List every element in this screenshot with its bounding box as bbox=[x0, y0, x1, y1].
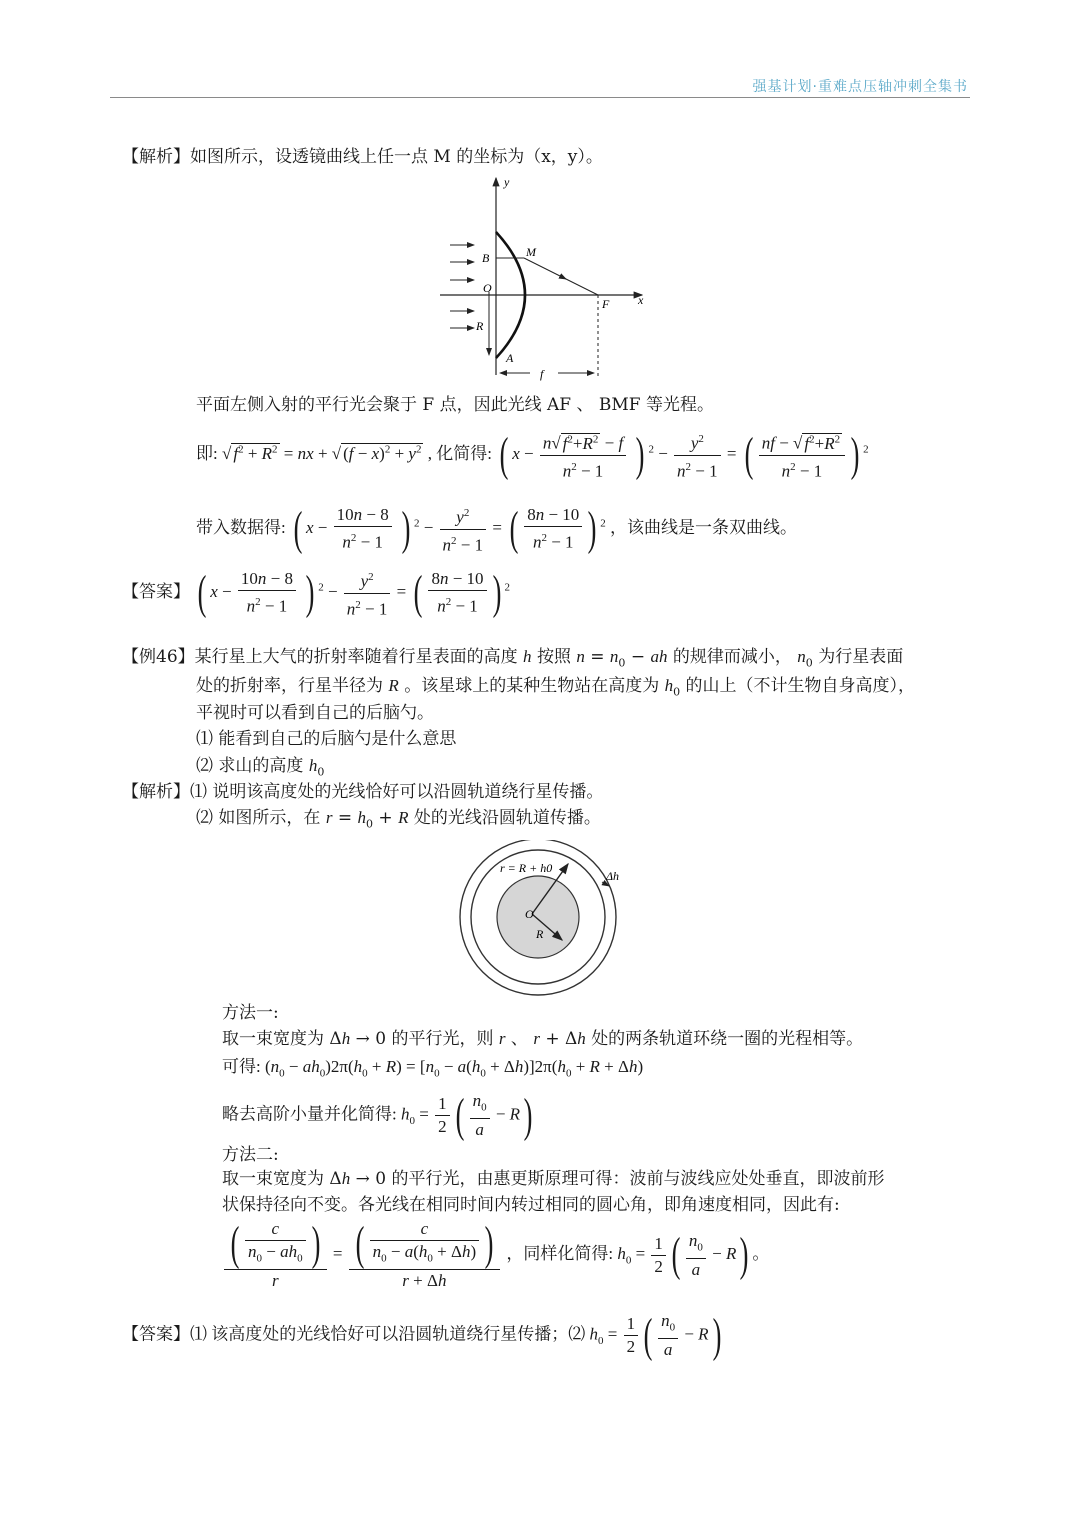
method2-line1: 取一束宽度为 Δh → 0 的平行光，由惠更斯原理可得：波前与波线应处处垂直，即波前形 bbox=[222, 1169, 885, 1189]
fig1-label-x: x bbox=[638, 293, 644, 307]
header-title: 强基计划·重难点压轴冲刺全集书 bbox=[752, 79, 968, 95]
fig1-label-f-point: F bbox=[602, 297, 610, 311]
example-line3: 平视时可以看到自己的后脑勺。 bbox=[196, 703, 434, 723]
answer2: 【答案】⑴ 该高度处的光线恰好可以沿圆轨道绕行星传播；⑵ $h_0$ = $\frac{1}{2}$ ( $\frac{n_0}{a}$ − R) bbox=[122, 1308, 721, 1362]
fig1-label-r: R bbox=[476, 319, 484, 333]
method2-title: 方法二: bbox=[222, 1145, 279, 1165]
lens-diagram bbox=[430, 170, 660, 385]
method2-equation: ( $\frac{c}{n_0 - ah_0}$ ) r = ( $\frac{c}{n_0 - a(h_0 + \Delta h)}$ ) r + Δh ，同样化简得: $h_0$ = $\frac{1}{2}$ ( $\frac{n_0}{a}$ − R) 。 bbox=[222, 1218, 769, 1292]
substitute-suffix: ，该曲线是一条双曲线。 bbox=[610, 518, 798, 538]
method1-result: 略去高阶小量并化简得: $h_0$ = $\frac{1}{2}$ ( $\frac{n_0}{a}$ − R) bbox=[222, 1088, 533, 1142]
fig2-label-r: R bbox=[536, 927, 544, 941]
equation-prefix: 即: bbox=[196, 444, 218, 464]
fig1-label-m: M bbox=[526, 245, 536, 259]
fig2-label-radius: r = R + h0 bbox=[500, 861, 553, 875]
fig1-label-b: B bbox=[482, 251, 490, 265]
example-line1: 【例46】某行星上大气的折射率随着行星表面的高度 h 按照 $n = n_0$ − ah 的规律而减小， $n_0$ 为行星表面 bbox=[122, 647, 904, 670]
analysis-tag: 【解析】 bbox=[122, 782, 190, 802]
substitute-prefix: 带入数据得: bbox=[196, 518, 286, 538]
analysis1-equation2: 带入数据得: ( x − $\frac{10n - 8}{n^2 - 1}$ ) $^2$ − $\frac{y^2}{n^2 - 1}$ = ( $\frac{8n - 10}{n^2 - 1}$ ) $^2$ ，该曲线是一条双曲线。 bbox=[196, 502, 798, 556]
fig1-label-o: O bbox=[483, 281, 492, 295]
analysis1-intro-text: 如图所示，设透镜曲线上任一点 M 的坐标为（x，y）。 bbox=[190, 147, 603, 167]
example-question1: ⑴ 能看到自己的后脑勺是什么意思 bbox=[196, 729, 457, 749]
analysis2-p2: ⑵ 如图所示，在 $r = h_0 + R$ 处的光线沿圆轨道传播。 bbox=[196, 808, 601, 831]
fig1-label-a: A bbox=[506, 351, 514, 365]
fig1-label-y: y bbox=[504, 175, 510, 189]
example-question2: ⑵ 求山的高度 $h_0$ bbox=[196, 756, 325, 779]
method1-line1: 取一束宽度为 Δh → 0 的平行光，则 r 、 r + Δh 处的两条轨道环绕一圈的光程相等。 bbox=[222, 1029, 864, 1049]
planet-orbit-diagram bbox=[452, 840, 632, 1000]
planet-body bbox=[497, 876, 579, 958]
analysis-tag: 【解析】 bbox=[122, 147, 190, 167]
method2-line2: 状保持径向不变。各光线在相同时间内转过相同的圆心角，即角速度相同，因此有: bbox=[222, 1195, 840, 1215]
header-divider bbox=[110, 97, 970, 98]
answer1: 【答案】 ( x − $\frac{10n - 8}{n^2 - 1}$ ) $^2$ − $\frac{y^2}{n^2 - 1}$ = ( $\frac{8n - 10}{n^2 - 1}$ ) $^2$ bbox=[122, 566, 511, 620]
analysis1-intro bbox=[122, 144, 603, 170]
fig2-label-o: O bbox=[525, 907, 534, 921]
analysis1-equation1: 即: √ $f^2 + R^2$ = nx + √ $(f - x)^2 + y^2$ , 化简得: ( x − $\frac{n√ f^2+R^2 - f}{n^2 - 1}$ ) $^2$ − $\frac{y^2}{n^2 - 1}$ = ( $\frac{nf - √ f^2+R^2}{n^2 - 1}$ ) $^2$ bbox=[196, 428, 869, 482]
answer-tag: 【答案】 bbox=[122, 1324, 190, 1344]
example-line2: 处的折射率，行星半径为 R 。该星球上的某种生物站在高度为 $h_0$ 的山上（不计生物自身高度）， bbox=[196, 676, 916, 699]
method1-title: 方法一: bbox=[222, 1003, 279, 1023]
analysis1-line1: 平面左侧入射的平行光会聚于 F 点，因此光线 AF 、 BMF 等光程。 bbox=[196, 395, 714, 415]
fig1-label-f: f bbox=[540, 367, 544, 381]
example-tag: 【例46】 bbox=[122, 647, 195, 667]
analysis2-p1: 【解析】⑴ 说明该高度处的光线恰好可以沿圆轨道绕行星传播。 bbox=[122, 782, 604, 802]
fig2-label-delta-h: Δh bbox=[606, 869, 620, 883]
answer-tag: 【答案】 bbox=[122, 582, 190, 602]
method1-equation: 可得: $(n_0 - ah_0)2\pi(h_0 + R) = [n_0 - a(h_0 + \Delta h)]2\pi(h_0 + R + \Delta h)$ bbox=[222, 1057, 644, 1080]
equation-mid: , 化简得: bbox=[427, 444, 492, 464]
